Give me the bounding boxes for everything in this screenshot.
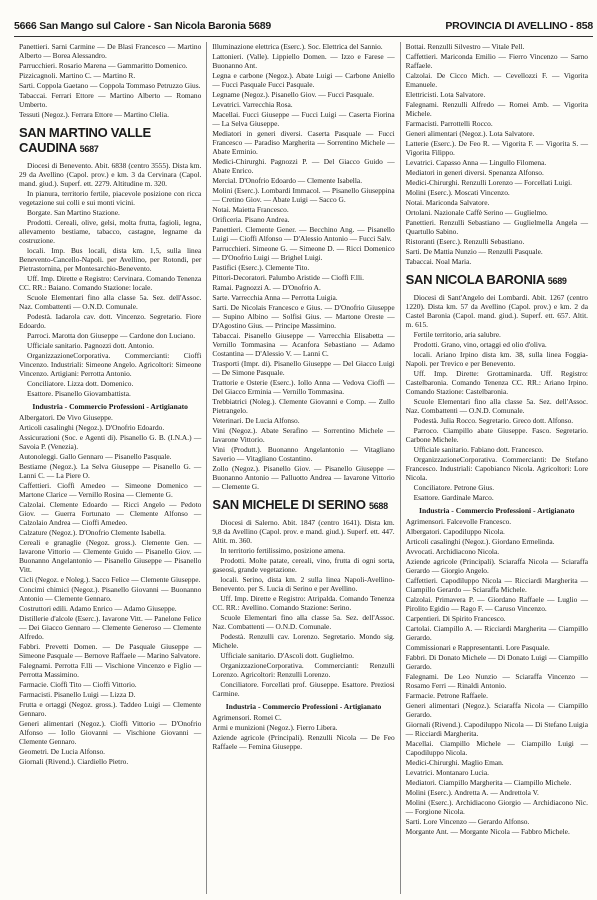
- listing-entry: Albergatori. De Vivo Giuseppe.: [19, 413, 113, 422]
- listing-entry: Generi alimentari (Negoz.). Lota Salvatore.: [405, 129, 535, 138]
- commune-info: OrganizzazioneCorporativa. Commercianti: De Stefano Francesco. Industriali: Capobianco Nicola. Agricoltori: Lore Nicola.: [405, 455, 588, 482]
- listing-entry: Medici-Chirurghi. Pagnozzi P. — Del Giacco Guido — Abate Enrico.: [212, 157, 395, 175]
- commune-info: Ufficiale sanitario. D'Ascoli dott. Guglielmo.: [220, 651, 354, 660]
- listing-entry: Caffettieri. Mariconda Emilio — Fierro Vincenzo — Sarno Raffaele.: [405, 52, 588, 70]
- listing-entry: Bestiame (Negoz.). La Selva Giuseppe — Pisanello G. — Lanni C. — La Piere O.: [19, 462, 202, 480]
- listing-entry: Articoli casalinghi (Negoz.). D'Onofrio Edoardo.: [19, 423, 165, 432]
- commune-info: Esattore. Gardinale Marco.: [413, 493, 494, 502]
- listing-entry: Caffettieri. Capodiluppo Nicola — Ricciardi Margherita — Ciampillo Gerardo — Sciaraffa Michele.: [405, 576, 588, 594]
- listing-entry: Tabaccai. Ferrari Ettore — Martino Alberto — Romano Umberto.: [19, 91, 202, 109]
- listing-entry: Parrucchieri. Simeone G. — Simeone D. — Ricci Domenico — D'Onofrio Luigi — Brighel Luigi.: [212, 244, 395, 262]
- listing-entry: Sarti. De Mattia Nunzio — Renzulli Pasquale.: [405, 247, 543, 256]
- listing-entry: Calzolai. Clemente Edoardo — Ricci Angelo — Pedoto Giov. — Guerra Fortunato — Clemente Alfonso — Calzolaio Andrea — Cioffi Amedeo.: [19, 500, 202, 527]
- listing-entry: Molini (Eserc.). Andretta A. — Andrettola V.: [405, 788, 539, 797]
- listing-entry: Levatrici. Varrecchia Rosa.: [212, 100, 293, 109]
- header-left: 5666 San Mango sul Calore - San Nicola Baronia 5689: [14, 20, 272, 32]
- commune-info: Scuole Elementari fino alla classe 5a. Sez. dell'Assoc. Naz. Combattenti — O.N.D. Comunale.: [19, 293, 202, 311]
- listing-entry: Bottai. Renzulli Silvestro — Vitale Pell.: [405, 42, 525, 51]
- commune-info: Ufficiale sanitario. Fabiano dott. Francesco.: [413, 445, 544, 454]
- commune-info: Podestà. Iadarola cav. dott. Vincenzo. Segretario. Fiore Edoardo.: [19, 312, 202, 330]
- listing-entry: Molini (Eserc.). Lombardi Immacol. — Pisanello Giuseppina — Cretino Giov. — Abate Luigi — Sacco G.: [212, 186, 395, 204]
- listing-entry: Ortolani. Nazionale Caffè Serino — Guglielmo.: [405, 208, 548, 217]
- listing-entry: Macellai. Fucci Giuseppe — Fucci Luigi — Caserta Fiorina — La Selva Giuseppe.: [212, 110, 395, 128]
- listing-entry: Panettieri. Renzulli Sebastiano — Guglielmella Angela — Quartullo Sabino.: [405, 218, 588, 236]
- listing-entry: Trebbiatrici (Noleg.). Clemente Giovanni e Comp. — Zullo Pietrangelo.: [212, 397, 395, 415]
- commune-info: Scuole Elementari fino alla classe 5a. Sez. dell'Assoc. Naz. Combattenti — O.N.D. Comunale.: [405, 397, 588, 415]
- commune-info: Scuole Elementari fino alla classe 5a. Sez. dell'Assoc. Naz. Combattenti — O.N.D. Comunale.: [212, 613, 395, 631]
- commune-info: Parroci. Marotta don Giuseppe — Cardone don Luciano.: [27, 331, 196, 340]
- listing-entry: Morgante Ant. — Morgante Nicola — Fabbro Michele.: [405, 827, 570, 836]
- commune-number: 5688: [368, 501, 388, 511]
- listing-entry: Carpentieri. Di Spirito Francesco.: [405, 614, 506, 623]
- header-right: PROVINCIA DI AVELLINO - 858: [445, 20, 593, 32]
- listing-entry: Vini (Produtt.). Buonanno Angelantonio — Vitagliano Saverio — Vitagliano Costantino.: [212, 445, 395, 463]
- listing-entry: Sarte. Varrecchia Anna — Perrotta Luigia.: [212, 293, 338, 302]
- listing-entry: Cereali e granaglie (Negoz. gross.). Clemente Gen. — Iavarone Vittorio — Clemente Guido — Pisanello Giov. — Buonanno Angelantonio — Pisanello Giuseppe — Pisanello Vitt.: [19, 538, 202, 574]
- commune-info: In territorio fertilissimo, posizione amena.: [220, 546, 346, 555]
- listing-entry: Mediatori. Ciampillo Margherita — Ciampillo Michele.: [405, 778, 572, 787]
- listing-entry: Levatrici. Capasso Anna — Lingullo Filomena.: [405, 158, 547, 167]
- commune-info: locali. Imp. Bus locali, dista km. 1,5, sulla linea Benevento-Cancello-Napoli. per Avellino, per Rotondi, per Pietrastornina, per Montesarchio-Benevento.: [19, 246, 202, 273]
- listing-entry: Notai. Maietta Francesco.: [212, 205, 289, 214]
- commune-info: Conciliatore. Petrone Gius.: [413, 483, 495, 492]
- listing-entry: Generi alimentari (Negoz.). Sciaraffa Nicola — Ciampillo Gerardo.: [405, 701, 588, 719]
- listing-entry: Geometri. De Lucia Alfonso.: [19, 747, 105, 756]
- listing-entry: Assicurazioni (Soc. e Agenti di). Pisanello G. B. (I.N.A.) — Savoia P. (Venezia).: [19, 433, 202, 451]
- listing-entry: Avvocati. Archidiacono Nicola.: [405, 547, 500, 556]
- listing-entry: Illuminazione elettrica (Eserc.). Soc. Elettrica del Sannio.: [212, 42, 383, 51]
- listing-entry: Sarti. Lore Vincenzo — Gerardo Alfonso.: [405, 817, 530, 826]
- commune-number: 5687: [79, 144, 99, 154]
- listing-entry: Elettricisti. Lota Salvatore.: [405, 90, 486, 99]
- commune-info: Podestà. Julia Rocco. Segretario. Greco dott. Alfonso.: [413, 416, 574, 425]
- commune-info: locali. Serino, dista km. 2 sulla linea Napoli-Avellino-Benevento. per S. Lucia di Serino e per Avellino.: [212, 575, 395, 593]
- listing-entry: Trasporti (Impr. di). Pisanello Giuseppe — Del Giacco Luigi — De Simone Pasquale.: [212, 359, 395, 377]
- listing-entry: Levatrici. Montanaro Lucia.: [405, 768, 489, 777]
- listing-entry: Ramai. Pagnozzi A. — D'Onofrio A.: [212, 283, 321, 292]
- listing-entry: Farmacisti. Pisanello Luigi — Lizza D.: [19, 690, 136, 699]
- listing-entry: Legna e carbone (Negoz.). Abate Luigi — Carbone Aniello — Fucci Pasquale Fucci Pasquale.: [212, 71, 395, 89]
- listing-entry: Distillerie d'alcole (Eserc.). Iavarone Vitt. — Panelone Felice — Dei Giacco Gennaro — Clemente Generoso — Clemente Alfredo.: [19, 614, 202, 641]
- section-subhead: Industria - Commercio Professioni - Artigianato: [32, 402, 188, 411]
- listing-entry: Agrimensori. Romei C.: [212, 713, 282, 722]
- listing-entry: Tessuti (Negoz.). Ferrara Ettore — Martino Clelia.: [19, 110, 169, 119]
- listing-entry: Generi alimentari (Negoz.). Cioffi Vittorio — D'Onofrio Alfonso — Iollo Giovanni — Vischione Giovanni — Clemente Gennaro.: [19, 719, 202, 746]
- listing-entry: Cicli (Negoz. e Noleg.). Sacco Felice — Clemente Giuseppe.: [19, 575, 201, 584]
- listing-entry: Medici-Chirurghi. Maglio Eman.: [405, 758, 504, 767]
- section-subhead: Industria - Commercio Professioni - Artigianato: [225, 702, 382, 711]
- commune-info: Diocesi di Benevento. Abit. 6838 (centro 3555). Dista km. 29 da Avellino (Capol. prov.) e km. 3 da Cervinara (Capol. mand. giud.). Superf. ett. 2279. Altitudine m. 320.: [19, 161, 202, 188]
- commune-info: Conciliatore. Lizza dott. Domenico.: [27, 379, 134, 388]
- column-1: [14, 42, 206, 894]
- listing-entry: Farmacie. Petrone Raffaele.: [405, 691, 489, 700]
- listing-entry: Calzolai. Primavera P. — Giordano Raffaele — Luglio — Pirolito Egidio — Rago F. — Caruso Vincenzo.: [405, 595, 588, 613]
- listing-entry: Farmacisti. Parrottelli Rocco.: [405, 119, 493, 128]
- commune-info: OrganizzazioneCorporativa. Commercianti: Cioffi Vincenzo. Industriali: Simeone Angelo. Agricoltori: Simeone Vincenzo. Artigiani: Perrotta Antonio.: [19, 351, 202, 378]
- commune-info: Ufficiale sanitario. Pagnozzi dott. Antonio.: [27, 341, 154, 350]
- commune-title: [406, 272, 588, 289]
- listing-entry: Panettieri. Sarni Carmine — De Blasi Francesco — Martino Alberto — Borea Alessandro.: [19, 42, 202, 60]
- listing-entry: Commissionari e Rappresentanti. Lore Pasquale.: [405, 643, 550, 652]
- commune-info: Podestà. Renzulli cav. Lorenzo. Segretario. Mondo sig. Michele.: [212, 632, 395, 650]
- listing-entry: Caffettieri. Cioffi Amedeo — Simeone Domenico — Martone Clarice — Vernillo Rosina — Clemente G.: [19, 481, 202, 499]
- commune-info: Prodotti. Molte patate, cereali, vino, frutta di ogni sorta, gaseosi, grande vegetazione.: [212, 556, 395, 574]
- commune-info: Prodotti. Grano, vino, ortaggi ed olio d'oliva.: [413, 340, 547, 349]
- listing-entry: Pastifici (Eserc.). Clemente Tito.: [212, 263, 310, 272]
- columns: [14, 42, 593, 894]
- listing-entry: Agrimensori. Falcevolle Francesco.: [405, 517, 512, 526]
- listing-entry: Concimi chimici (Negoz.). Pisanello Giovanni — Buonanno Antonio — Clemente Gennaro.: [19, 585, 202, 603]
- listing-entry: Fabbri. Prevetti Domen. — De Pasquale Giuseppe — Simeone Pasquale — Bernove Raffaele — Marino Salvatore.: [19, 642, 202, 660]
- commune-info: Diocesi di Sant'Angelo dei Lombardi. Abit. 1267 (centro 1220). Dista km. 57 da Avellino (Capol. prov.) e km. 2 da Castel Baronia (Capol. mand. giud.). Superf. ett. 657. Altit. m. 615.: [405, 293, 588, 329]
- commune-title: [212, 497, 394, 514]
- commune-info: locali. Ariano Irpino dista km. 38, sulla linea Foggia-Napoli. per Trevico e per Benevento.: [405, 350, 588, 368]
- listing-entry: Panettieri. Clemente Gener. — Becchino Ang. — Pisanello Luigi — Cioffi Alfonso — D'Alessio Antonio — Fucci Salv.: [212, 225, 395, 243]
- commune-info: Prodotti. Cereali, olive, gelsi, molta frutta, fagioli, legna, allevamento bestiame, tabacco, castagne, legname da costruzione.: [19, 218, 202, 245]
- listing-entry: Ristoranti (Eserc.). Renzulli Sebastiano.: [405, 237, 525, 246]
- listing-entry: Zollo (Negoz.). Pisanello Giov. — Pisanello Giuseppe — Buonanno Antonio — Palluotto Andrea — Iavarone Vittorio — Clemente G.: [212, 464, 395, 491]
- listing-entry: Aziende agricole (Principali). Sciaraffa Nicola — Sciaraffa Gerardo — Giorgio Angelo.: [405, 557, 588, 575]
- listing-entry: Cartolai. Ciampillo A. — Ricciardi Margherita — Ciampillo Gerardo.: [405, 624, 588, 642]
- column-3: [400, 42, 593, 894]
- listing-entry: Molini (Eserc.). Moscati Vincenzo.: [405, 188, 510, 197]
- commune-info: OrganizzazioneCorporativa. Commercianti: Renzulli Lorenzo. Agricoltori: Renzulli Lorenzo.: [212, 661, 395, 679]
- commune-info: Borgate. San Martino Stazione.: [27, 208, 120, 217]
- commune-title: [19, 125, 201, 157]
- listing-entry: Articoli casalinghi (Negoz.). Giordano Ermelinda.: [405, 537, 555, 546]
- commune-number: 5689: [547, 276, 567, 286]
- commune-info: Conciliatore. Forcellati prof. Giuseppe. Esattore. Preziosi Carmine.: [212, 680, 395, 698]
- listing-entry: Giornali (Rivend.). Ciardiello Pietro.: [19, 757, 129, 766]
- commune-name: SAN NICOLA BARONIA: [405, 272, 548, 287]
- listing-entry: Trattorie e Osterie (Eserc.). Iollo Anna — Vedova Cioffi — Del Giacco Erminia — Vernillo Tommasina.: [212, 378, 395, 396]
- listing-entry: Aziende agricole (Principali). Renzulli Nicola — De Feo Raffaele — Femina Giuseppe.: [212, 733, 395, 751]
- listing-entry: Latterie (Eserc.). De Feo R. — Vigorita F. — Vigorita S. — Vigorita Filippo.: [405, 139, 588, 157]
- listing-entry: Molini (Eserc.). Archidiacono Giorgio — Archidiacono Nic. — Forgione Nicola.: [405, 798, 588, 816]
- listing-entry: Mediatori in generi diversi. Caserta Pasquale — Fucci Francesco — Paradiso Margherita — Sorrentino Michele — Abate Erminio.: [212, 129, 395, 156]
- listing-entry: Falegnami. Perrotta F.lli — Vischione Vincenzo e Figlio — Perrotta Massimino.: [19, 661, 202, 679]
- listing-entry: Falegnami. De Leo Nunzio — Sciaraffa Vincenzo — Rosamo Ferri — Rinaldi Antonio.: [405, 672, 588, 690]
- listing-entry: Fabbri. Di Donato Michele — Di Donato Luigi — Ciampillo Gerardo.: [405, 653, 588, 671]
- listing-entry: Lattonieri. (Valle). Lippiello Domen. — Izzo e Farese — Buonanno Ant.: [212, 52, 395, 70]
- listing-entry: Costruttori edili. Adamo Enrico — Adamo Giuseppe.: [19, 604, 177, 613]
- listing-entry: Armi e munizioni (Negoz.). Fierro Libera.: [212, 723, 338, 732]
- page-header: [14, 20, 593, 37]
- commune-info: Diocesi di Salerno. Abit. 1847 (centro 1641). Dista km. 9,8 da Avellino (Capol. prov. e mand. giud.). Superf. ett. 447. Altit. m. 360.: [212, 518, 395, 545]
- listing-entry: Frutta e ortaggi (Negoz. gross.). Taddeo Luigi — Clemente Gennaro.: [19, 700, 202, 718]
- listing-entry: Mediatori in generi diversi. Spenanza Alfonso.: [405, 168, 544, 177]
- listing-entry: Medici-Chirurghi. Renzulli Lorenzo — Forcellati Luigi.: [405, 178, 572, 187]
- commune-info: Uff. Imp. Dirette: Grottaminarda. Uff. Registro: Castelbaronia. Comando Tenenza CC. RR.: Ariano Irpino. Comando Stazione: Castelbaronia.: [405, 369, 588, 396]
- listing-entry: Parrucchieri. Rosario Marena — Gammaritto Domenico.: [19, 61, 188, 70]
- listing-entry: Veterinari. De Lucia Alfonso.: [212, 416, 300, 425]
- listing-entry: Autonoleggi. Gallo Gennaro — Pisanello Pasquale.: [19, 452, 172, 461]
- listing-entry: Notai. Mariconda Salvatore.: [405, 198, 490, 207]
- commune-info: Uff. Imp. Dirette e Registro: Cervinara. Comando Tenenza CC. RR.: Baiano. Comando Stazione: locale.: [19, 274, 202, 292]
- listing-entry: Vini (Negoz.). Abate Serafino — Sorrentino Michele — Iavarone Vittorio.: [212, 426, 395, 444]
- listing-entry: Tabaccai. Pisanello Giuseppe — Varrecchia Elisabetta — Vernillo Tommasina — Acanfora Sebastiano — Adamo Costantina — D'Alessio V. — Lanni C.: [212, 331, 395, 358]
- commune-info: Uff. Imp. Dirette e Registro: Atripalda. Comando Tenenza CC. RR.: Avellino. Comando Stazione: Serino.: [212, 594, 395, 612]
- section-subhead: Industria - Commercio Professioni - Artigianato: [419, 506, 575, 515]
- listing-entry: Calzolai. De Cicco Mich. — Cevellozzi F. — Vigorita Emanuele.: [405, 71, 588, 89]
- listing-entry: Falegnami. Renzulli Alfredo — Romei Amb. — Vigorita Michele.: [405, 100, 588, 118]
- listing-entry: Mercial. D'Onofrio Edoardo — Clemente Isabella.: [212, 176, 363, 185]
- listing-entry: Farmacie. Cioffi Tito — Cioffi Vittorio.: [19, 680, 137, 689]
- commune-info: Fertile territorio, aria salubre.: [413, 330, 501, 339]
- commune-info: Esattore. Pisanello Giovambattista.: [27, 389, 131, 398]
- listing-entry: Sarti. De Nicolais Francesco e Gius. — D'Onofrio Giuseppe — Supino Albino — Solfisi Gius. — Martone Oreste — D'Agostino Gius. — Principe Massimino.: [212, 303, 395, 330]
- listing-entry: Giornali (Rivend.). Capodiluppo Nicola — Di Stefano Luigia — Ricciardi Margherita.: [405, 720, 588, 738]
- commune-info: In pianura, territorio fertile, piacevole posizione con ricca vegetazione sui colli e sui monti vicini.: [19, 189, 202, 207]
- listing-entry: Legname (Negoz.). Pisanello Giov. — Fucci Pasquale.: [212, 90, 374, 99]
- listing-entry: Calzature (Negoz.). D'Onofrio Clemente Isabella.: [19, 528, 166, 537]
- listing-entry: Albergatori. Capodiluppo Nicola.: [405, 527, 505, 536]
- listing-entry: Tabaccai. Noal Maria.: [405, 257, 472, 266]
- listing-entry: Macellai. Ciampillo Michele — Ciampillo Luigi — Capodiluppo Nicola.: [405, 739, 588, 757]
- commune-name: SAN MICHELE DI SERINO: [212, 497, 369, 512]
- column-2: [206, 42, 399, 894]
- listing-entry: Pizzicagnoli. Martino C. — Martino R.: [19, 71, 136, 80]
- commune-name: SAN MARTINO VALLE CAUDINA: [19, 125, 151, 155]
- listing-entry: Orificeria. Pisano Andrea.: [212, 215, 290, 224]
- listing-entry: Pittori-Decoratori. Palumbo Aristide — Cioffi F.lli.: [212, 273, 364, 282]
- listing-entry: Sarti. Coppola Gaetano — Coppola Tommaso Petruzzo Gius.: [19, 81, 201, 90]
- commune-info: Parroco. Ciampillo abate Giuseppe. Fasco. Segretario. Carbone Michele.: [405, 426, 588, 444]
